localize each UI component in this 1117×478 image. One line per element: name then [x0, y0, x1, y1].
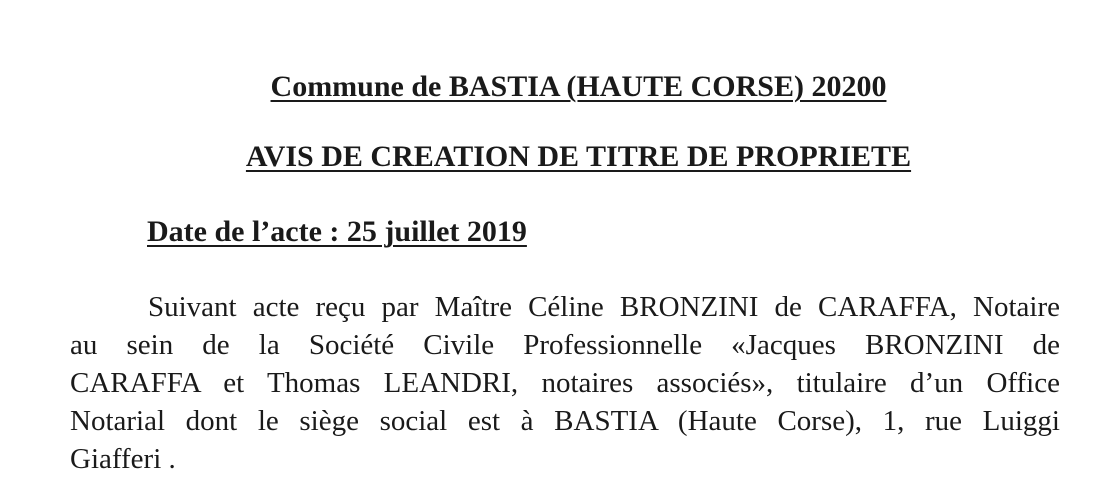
paragraph-line: Suivant acte reçu par Maître Céline BRONZINI de CARAFFA, Notaire: [148, 291, 1060, 323]
deed-date: Date de l’acte : 25 juillet 2019: [147, 215, 527, 248]
paragraph-line: Giafferi .: [70, 443, 176, 475]
paragraph-line: Notarial dont le siège social est à BASTIA (Haute Corse), 1, rue Luiggi: [70, 405, 1060, 437]
commune-heading: Commune de BASTIA (HAUTE CORSE) 20200: [270, 70, 887, 103]
paragraph-line: au sein de la Société Civile Professionnelle «Jacques BRONZINI de: [70, 329, 1060, 361]
notice-title: AVIS DE CREATION DE TITRE DE PROPRIETE: [245, 140, 912, 173]
paragraph-line: CARAFFA et Thomas LEANDRI, notaires associés», titulaire d’un Office: [70, 367, 1060, 399]
notice-paragraph: [70, 288, 1060, 478]
